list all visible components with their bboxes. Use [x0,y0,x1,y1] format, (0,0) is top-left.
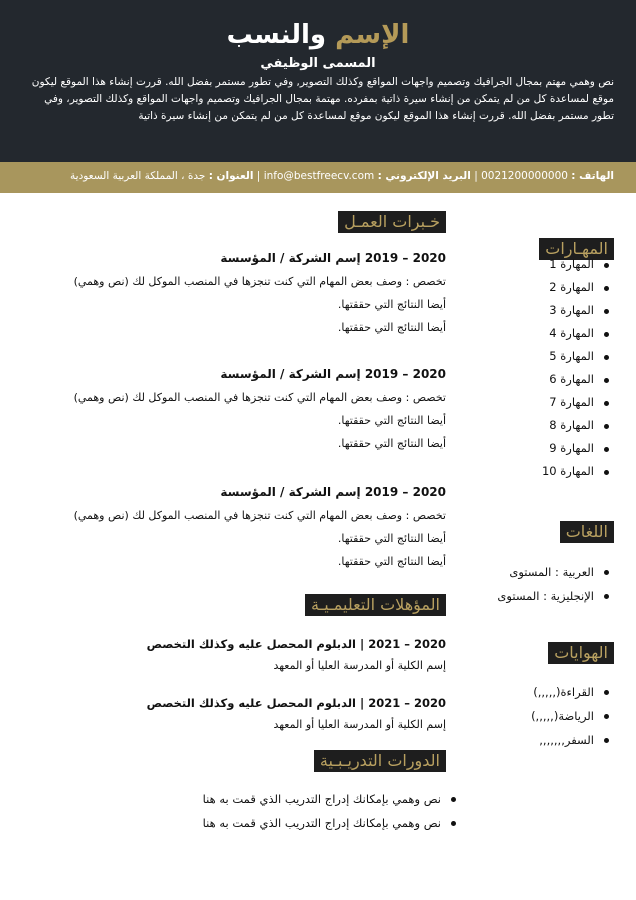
header [0,0,636,162]
education-heading: 2020 – 2021 | الدبلوم المحصل عليه وكذلك التخصص [146,696,446,710]
skill-item: المهارة 8 [474,414,614,437]
first-name: الإسم [335,20,410,50]
skill-item: المهارة 3 [474,299,614,322]
job-result: أيضا النتائج التي حققتها. [337,555,446,568]
hobbies-list [464,680,614,752]
skill-item: المهارة 2 [474,276,614,299]
job-heading: 2020 – 2019 إسم الشركة / المؤسسة [220,251,446,265]
address-value: جدة ، المملكة العربية السعودية [70,170,206,182]
skill-item: المهارة 10 [474,460,614,483]
job-task: تخصص : وصف بعض المهام التي كنت تنجزها في المنصب الموكل لك (نص وهمي) [73,509,446,522]
full-name [0,20,636,50]
job-entry [16,480,446,573]
hobbies-title: الهوايات [548,642,614,664]
skills-title: المهـارات [539,238,614,260]
job-result: أيضا النتائج التي حققتها. [337,298,446,311]
profile-summary: نص وهمي مهتم بمجال الجرافيك وتصميم واجهات المواقع وكذلك التصوير, وفي تطور مستمر بفضل الله. قررت إنشاء هذا الموقع ليكون موقع لمساعدة كل من لم يتمكن من إنشاء سيرة ذاتية بمفرده. مهتمة بمجال الجرافيك وتصميم واجهات المواقع وكذلك التصوير، وفي تطور مستمر بفضل الله. قررت إنشاء هذا الموقع ليكون موقع لمساعدة كل من لم يتمكن من إنشاء سيرة ذاتية [31,76,614,122]
job-result: أيضا النتائج التي حققتها. [337,414,446,427]
skill-item: المهارة 1 [474,253,614,276]
skills-list [474,253,614,483]
language-item: العربية : المستوى [464,560,614,584]
skill-item: المهارة 7 [474,391,614,414]
education-heading: 2020 – 2021 | الدبلوم المحصل عليه وكذلك التخصص [146,637,446,651]
job-heading: 2020 – 2019 إسم الشركة / المؤسسة [220,485,446,499]
languages-list [464,560,614,608]
separator: | [474,170,478,182]
email-label: البريد الإلكتروني : [377,170,471,182]
education-entry [16,633,446,677]
contact-bar [0,162,636,193]
phone-value: 0021200000000 [481,170,568,182]
hobby-item: السفر,,,,,,, [464,728,614,752]
skill-item: المهارة 5 [474,345,614,368]
hobby-item: القراءة(,,,,,) [464,680,614,704]
skill-item: المهارة 9 [474,437,614,460]
address-label: العنوان : [208,170,254,182]
job-entry [16,246,446,339]
education-entry [16,692,446,736]
separator: | [256,170,261,182]
job-result: أيضا النتائج التي حققتها. [337,321,446,334]
education-school: إسم الكلية أو المدرسة العليا أو المعهد [273,718,446,731]
job-entry [16,362,446,455]
education-school: إسم الكلية أو المدرسة العليا أو المعهد [273,659,446,672]
training-list [161,787,461,835]
training-title: الدورات التدريـبـية [314,750,446,772]
training-item: نص وهمي بإمكانك إدراج التدريب الذي قمت به هنا [161,787,461,811]
email-value[interactable]: info@bestfreecv.com [263,170,375,182]
skill-item: المهارة 4 [474,322,614,345]
education-title: المؤهلات التعليمـيـة [305,594,446,616]
job-result: أيضا النتائج التي حققتها. [337,532,446,545]
phone-label: الهاتف : [571,170,614,182]
job-task: تخصص : وصف بعض المهام التي كنت تنجزها في المنصب الموكل لك (نص وهمي) [73,391,446,404]
training-item: نص وهمي بإمكانك إدراج التدريب الذي قمت به هنا [161,811,461,835]
hobby-item: الرياضة(,,,,,) [464,704,614,728]
skill-item: المهارة 6 [474,368,614,391]
job-result: أيضا النتائج التي حققتها. [337,437,446,450]
last-name: والنسب [226,20,327,50]
languages-title: اللغات [560,521,614,543]
job-heading: 2020 – 2019 إسم الشركة / المؤسسة [220,367,446,381]
language-item: الإنجليزية : المستوى [464,584,614,608]
job-title: المسمى الوظيفي [260,56,376,71]
job-task: تخصص : وصف بعض المهام التي كنت تنجزها في المنصب الموكل لك (نص وهمي) [73,275,446,288]
experience-title: خـبرات العمـل [338,211,446,233]
